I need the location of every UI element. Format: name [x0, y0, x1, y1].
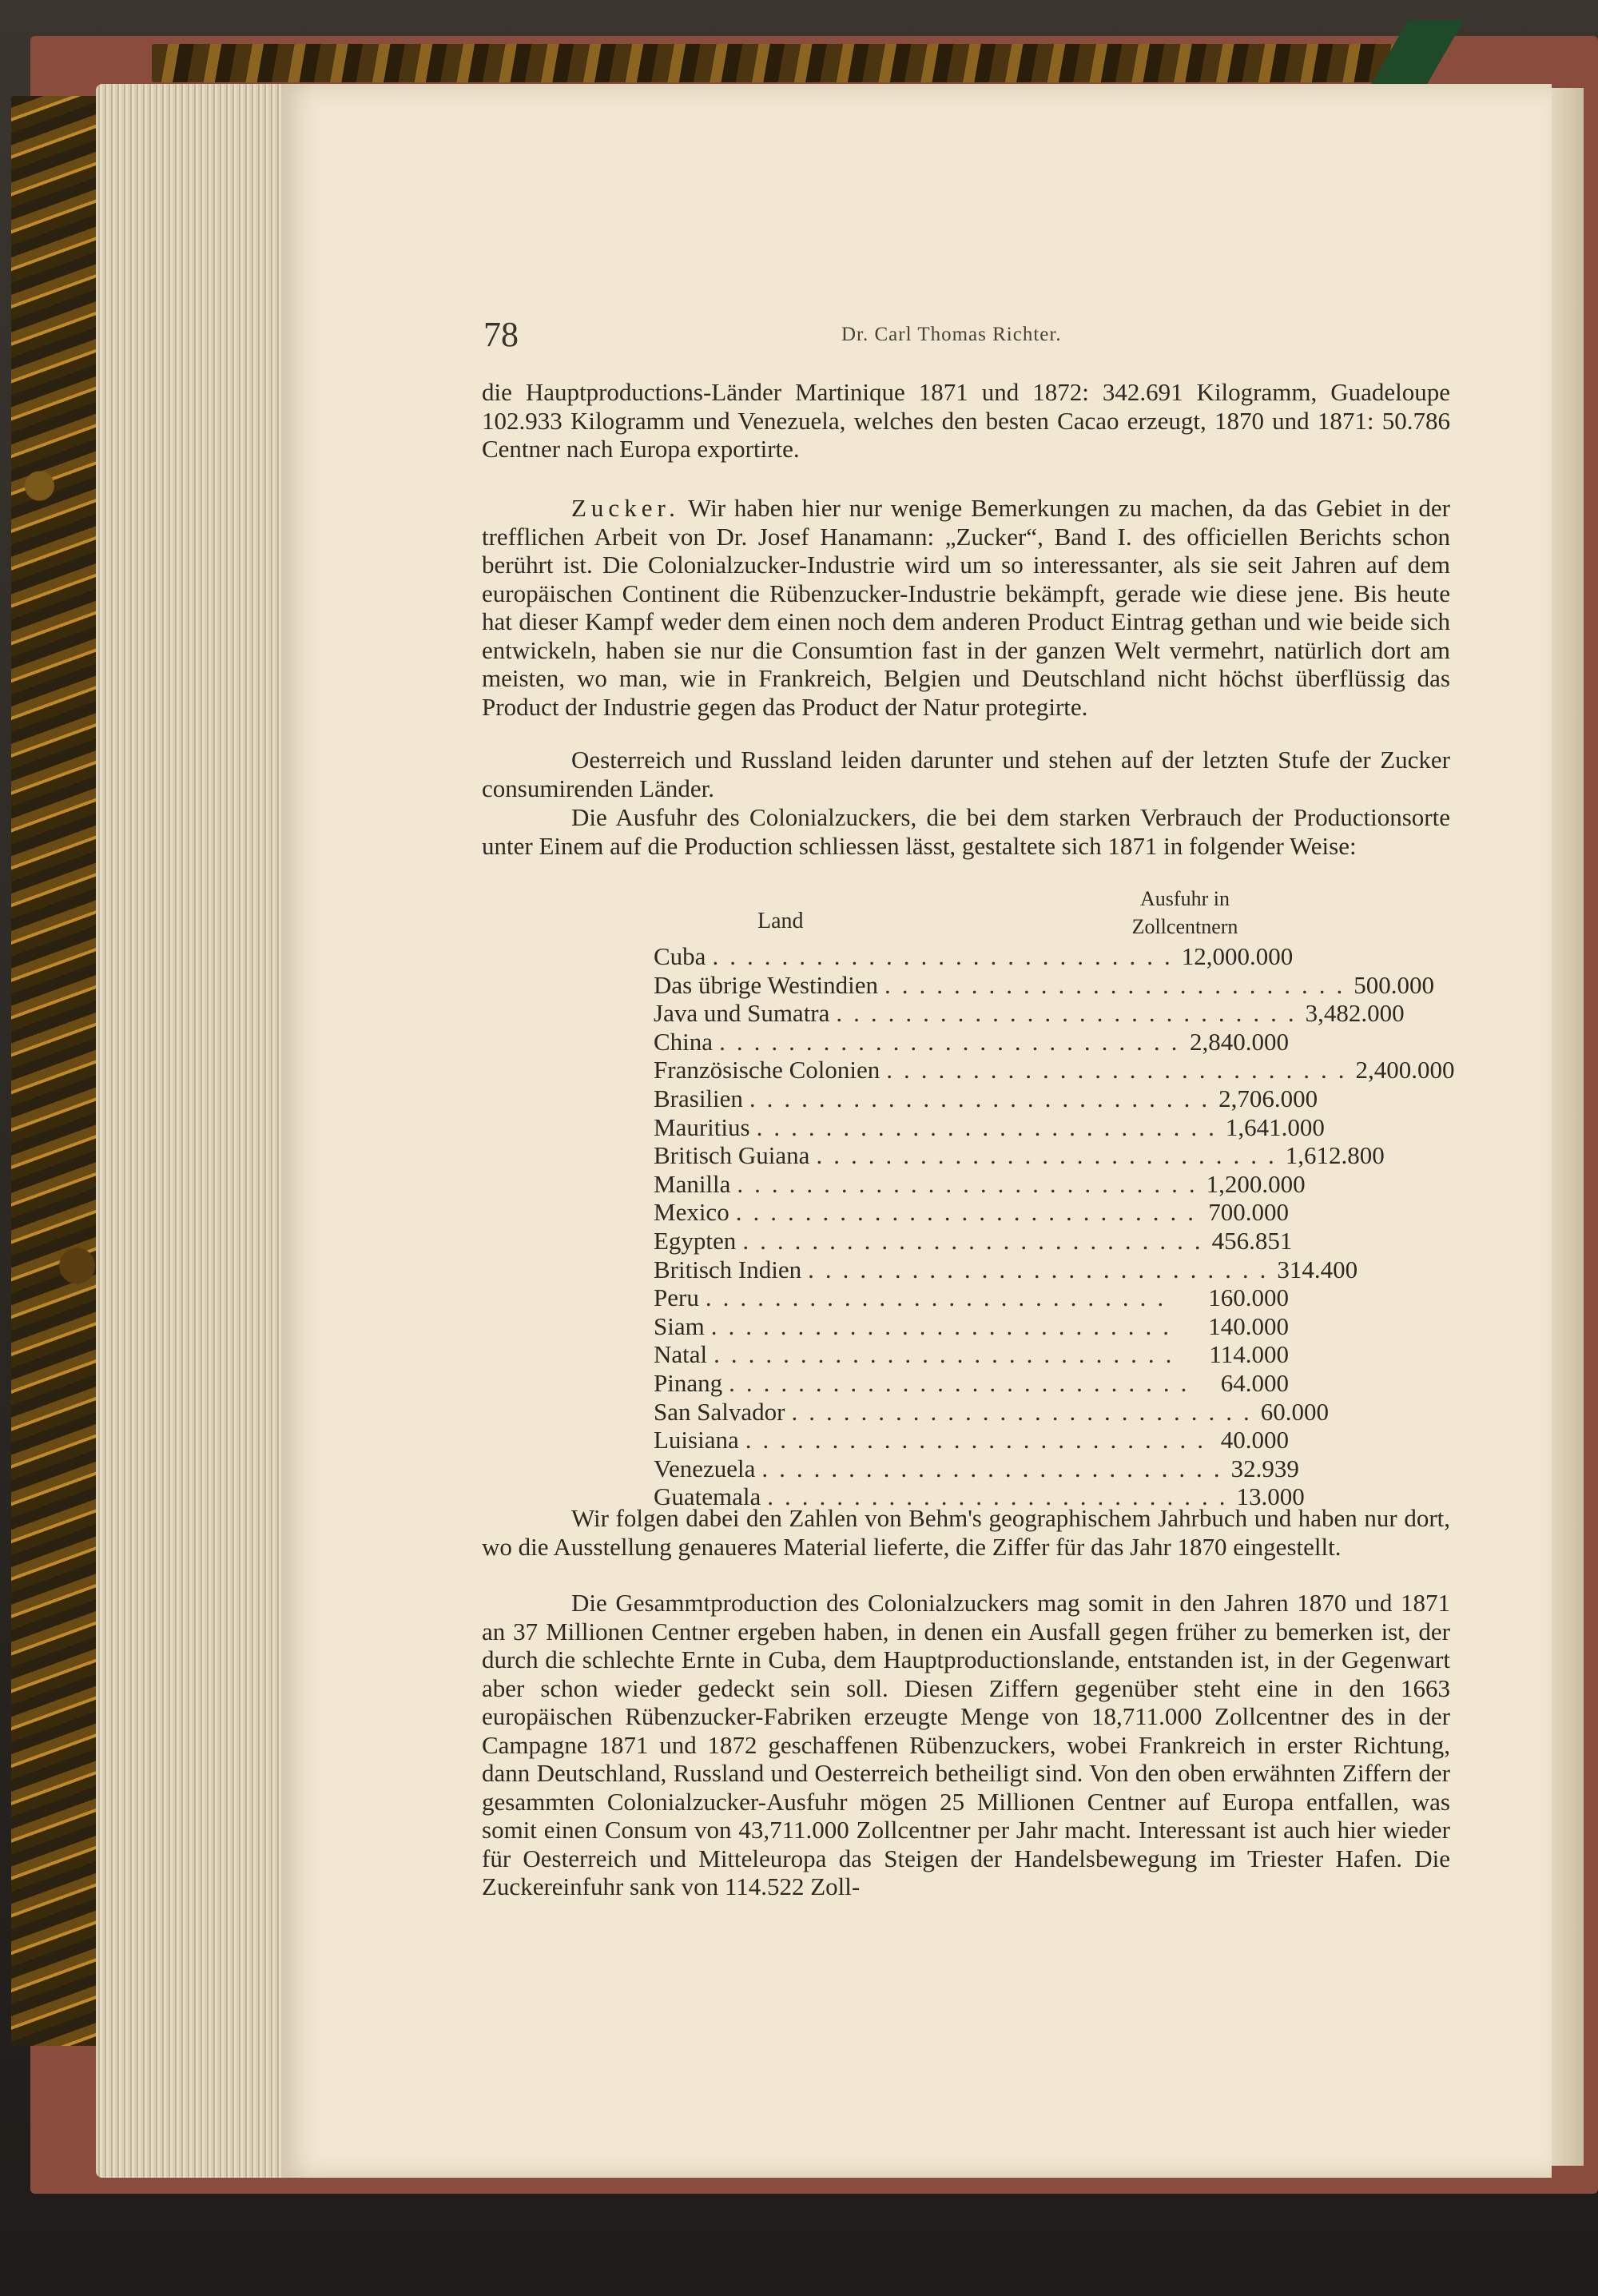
export-value: 60.000	[1260, 1397, 1329, 1426]
export-value: 114.000	[1209, 1340, 1289, 1369]
country-name: San Salvador	[654, 1397, 785, 1426]
export-value: 12,000.000	[1181, 942, 1294, 970]
leader-dots: ...........................	[714, 1340, 1183, 1369]
export-value: 1,200.000	[1206, 1169, 1306, 1198]
country-name: Britisch Guiana	[654, 1141, 810, 1170]
column-header-ausfuhr-line2: Zollcentnern	[1131, 915, 1238, 938]
leader-dots: ...........................	[735, 1198, 1205, 1227]
country-name: Egypten	[654, 1226, 737, 1255]
table-row	[654, 1056, 1455, 1084]
export-value: 700.000	[1208, 1198, 1289, 1227]
export-value: 456.851	[1211, 1226, 1293, 1255]
table-row	[654, 1141, 1385, 1170]
leader-dots: ...........................	[749, 1084, 1219, 1112]
paragraph-3	[482, 746, 1450, 802]
paragraph-4	[482, 803, 1450, 860]
export-value: 1,641.000	[1225, 1112, 1325, 1141]
paragraph-4-text: Die Ausfuhr des Colonialzuckers, die bei dem starken Verbrauch der Productionsorte unter Einem auf die Production schliessen lässt, gestaltete sich 1871 in folgender Weise:	[482, 803, 1450, 860]
leader-dots: ...........................	[836, 999, 1306, 1028]
table-row	[654, 1084, 1318, 1113]
paragraph-6-text: Die Gesammtproduction des Colonialzuckers mag somit in den Jahren 1870 und 1871 an 37 Millionen Centner ergeben haben, in denen ein Ausfall gegen früher zu bemerken ist, der durch die schlechte Ernte in Cuba, dem Hauptproductionslande, entstanden ist, in der Gegenwart aber schon wieder gedeckt sein soll. Diesen Ziffern gegenüber steht eine in den 1663 europäischen Rübenzucker-Fabriken erzeugte Menge von 18,711.000 Zollcentner des in der Campagne 1871 und 1872 geschaffenen Rübenzuckers, wobei Frankreich in erster Richtung, dann Deutschland, Russland und Oesterreich betheiligt sind. Von den oben erwähnten Ziffern der gesammten Colonialzucker-Ausfuhr mögen 25 Millionen Centner auf Europa entfallen, was somit einen Consum von 43,711.000 Zollcentner per Jahr macht. Interessant ist auch hier wieder für Oesterreich und Mitteleuropa das Steigen der Handelsbewegung im Triester Hafen. Die Zuckereinfuhr sank von 114.522 Zoll-	[482, 1589, 1450, 1900]
leader-dots: ...........................	[886, 1056, 1356, 1084]
country-name: Luisiana	[654, 1426, 739, 1454]
table-row	[654, 999, 1405, 1028]
country-name: Manilla	[654, 1169, 731, 1198]
export-value: 160.000	[1208, 1283, 1289, 1312]
column-header-ausfuhr	[1081, 885, 1289, 941]
leader-dots: ...........................	[756, 1112, 1226, 1141]
paragraph-2-text: Wir haben hier nur wenige Bemerkungen zu machen, da das Gebiet in der trefflichen Arbeit von Dr. Josef Hanamann: „Zucker“, Band I. des officiellen Berichts schon berührt ist. Die Colonialzucker-Industrie wird um so interessanter, als sie seit Jahren auf dem europäischen Continent die Rübenzucker-Industrie bekämpft, gerade wie diese jene. Bis heute hat dieser Kampf weder dem einen noch dem anderen Product Eintrag gethan und wie beide sich entwickeln, haben sie nur die Consumtion fast in der ganzen Welt vermehrt, natürlich dort am meisten, wo man, wie in Frankreich, Belgien und Deutschland nicht höchst überflüssig das Product der Industrie gegen das Product der Natur protegirte.	[482, 494, 1450, 721]
country-name: Venezuela	[654, 1454, 756, 1482]
export-value: 2,840.000	[1190, 1027, 1289, 1056]
paragraph-5-text: Wir folgen dabei den Zahlen von Behm's geographischem Jahrbuch und haben nur dort, wo die Ausstellung genaueres Material lieferte, die Ziffer für das Jahr 1870 eingestellt.	[482, 1504, 1450, 1561]
column-header-land: Land	[757, 909, 804, 933]
export-value: 314.400	[1277, 1255, 1358, 1283]
leader-dots: ...........................	[761, 1454, 1231, 1482]
leader-dots: ...........................	[816, 1141, 1286, 1170]
leader-dots: ...........................	[745, 1426, 1214, 1454]
paragraph-5	[482, 1504, 1450, 1561]
leader-dots: ...........................	[884, 970, 1354, 999]
country-name: Britisch Indien	[654, 1255, 802, 1283]
export-value: 140.000	[1208, 1311, 1289, 1340]
marbled-board	[11, 96, 105, 2046]
export-value: 500.000	[1354, 970, 1435, 999]
column-header-ausfuhr-line1: Ausfuhr in	[1140, 887, 1230, 910]
table-row	[654, 1426, 1289, 1454]
paragraph-3-text: Oesterreich und Russland leiden darunter und stehen auf der letzten Stufe der Zucker consumirenden Länder.	[482, 746, 1450, 802]
leader-dots: ...........................	[710, 1311, 1180, 1340]
leader-dots: ...........................	[742, 1226, 1212, 1255]
export-value: 40.000	[1220, 1426, 1289, 1454]
country-name: Mauritius	[654, 1112, 750, 1141]
country-name: Cuba	[654, 942, 706, 970]
leader-dots: ...........................	[767, 1482, 1237, 1511]
country-name: Guatemala	[654, 1482, 761, 1511]
country-name: Brasilien	[654, 1084, 743, 1112]
leader-dots: ...........................	[712, 942, 1182, 970]
export-value: 13.000	[1236, 1482, 1305, 1511]
table-row	[654, 1198, 1289, 1227]
table-row	[654, 1112, 1325, 1142]
leader-dots: ...........................	[705, 1283, 1175, 1312]
table-row	[654, 1169, 1306, 1199]
table-rows	[654, 942, 1455, 1511]
country-name: Java und Sumatra	[654, 999, 830, 1028]
export-value: 32.939	[1230, 1454, 1299, 1482]
country-name: China	[654, 1027, 714, 1056]
table-row	[654, 1397, 1329, 1427]
page-right-edge	[1552, 88, 1584, 2166]
table-row	[654, 1255, 1358, 1284]
export-value: 1,612.800	[1285, 1141, 1385, 1170]
marbled-board-top	[152, 44, 1398, 82]
paragraph-2	[482, 494, 1450, 721]
table-row	[654, 1454, 1299, 1483]
country-name: Peru	[654, 1283, 699, 1312]
page-number: 78	[483, 315, 519, 354]
export-value: 2,706.000	[1218, 1084, 1318, 1112]
table-row	[654, 1369, 1289, 1398]
country-name: Das übrige Westindien	[654, 970, 879, 999]
paragraph-6	[482, 1589, 1450, 1901]
table-row	[654, 1283, 1289, 1312]
paragraph-1	[482, 378, 1450, 464]
leader-dots: ...........................	[719, 1027, 1189, 1056]
table-row	[654, 1312, 1289, 1341]
table-row	[654, 1226, 1293, 1255]
leader-dots: ...........................	[808, 1255, 1278, 1283]
country-name: Pinang	[654, 1368, 723, 1397]
country-name: Siam	[654, 1311, 705, 1340]
export-value: 3,482.000	[1305, 999, 1405, 1028]
page-edges	[96, 84, 281, 2178]
country-name: Natal	[654, 1340, 708, 1369]
leader-dots: ...........................	[737, 1169, 1206, 1198]
table-row	[654, 970, 1435, 1000]
leader-dots: ...........................	[791, 1397, 1261, 1426]
table-row	[654, 1340, 1289, 1369]
export-value: 64.000	[1220, 1368, 1289, 1397]
table-row	[654, 942, 1294, 971]
country-name: Mexico	[654, 1198, 729, 1227]
country-name: Französische Colonien	[654, 1056, 880, 1084]
running-head: Dr. Carl Thomas Richter.	[841, 324, 1062, 345]
table-row	[654, 1028, 1289, 1056]
export-value: 2,400.000	[1355, 1056, 1455, 1084]
leader-dots: ...........................	[729, 1368, 1198, 1397]
paragraph-1-text: die Hauptproductions-Länder Martinique 1871 und 1872: 342.691 Kilogramm, Guadeloupe 102.933 Kilogramm und Venezuela, welches den besten Cacao erzeugt, 1870 und 1871: 50.786 Centner nach Europa exportirte.	[482, 378, 1450, 463]
section-lead: Zucker.	[571, 494, 680, 522]
page-header	[483, 314, 1458, 354]
